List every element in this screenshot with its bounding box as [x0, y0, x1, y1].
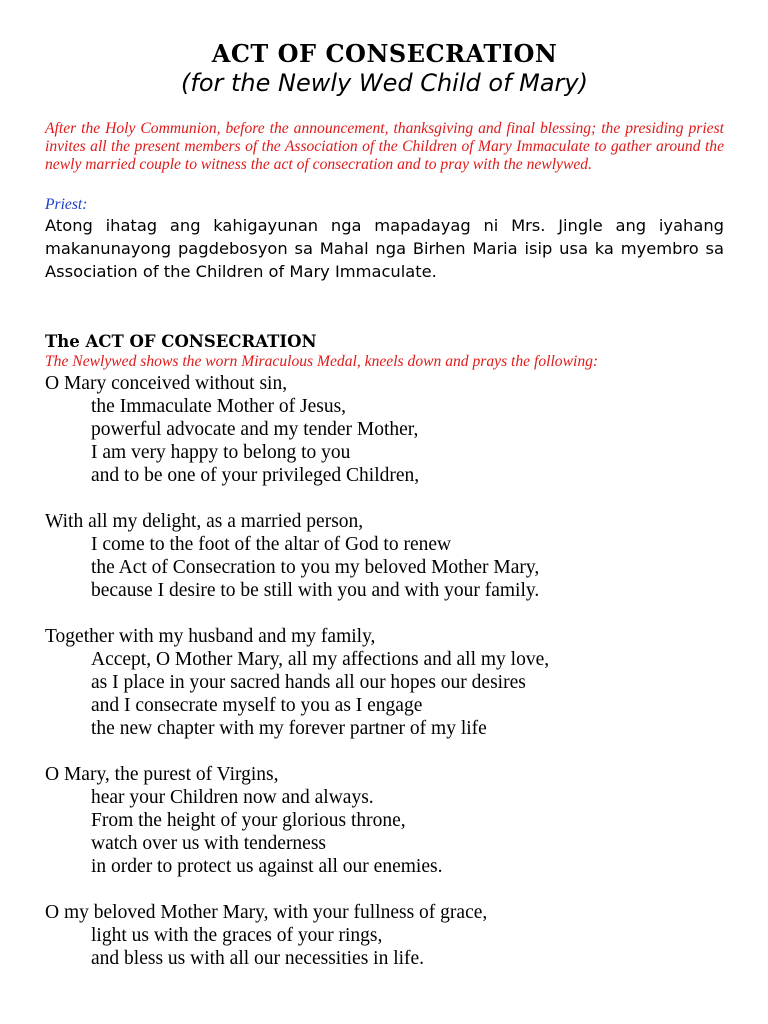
prayer-stanza — [45, 372, 724, 487]
prayer-stanza — [45, 510, 724, 602]
prayer-line: and bless us with all our necessities in life. — [91, 948, 425, 969]
prayer-line: in order to protect us against all our enemies. — [91, 856, 443, 877]
prayer-line: Accept, O Mother Mary, all my affections and all my love, — [91, 649, 550, 670]
prayer-line: From the height of your glorious throne, — [91, 810, 406, 831]
intro-instruction: After the Holy Communion, before the announcement, thanksgiving and final blessing; the presiding priest invites all the present members of the Association of the Children of Mary Immaculate to gather around the newly married couple to witness the act of consecration and to pray with the newlywed. — [45, 120, 724, 173]
prayer-line: O Mary, the purest of Virgins, — [45, 764, 279, 785]
prayer-line: the Immaculate Mother of Jesus, — [91, 396, 347, 417]
prayer-stanza — [45, 763, 724, 878]
prayer-line: and to be one of your privileged Children, — [91, 465, 420, 486]
prayer-line: the Act of Consecration to you my beloved Mother Mary, — [91, 557, 540, 578]
prayer-line: powerful advocate and my tender Mother, — [91, 419, 419, 440]
prayer-line: the new chapter with my forever partner of my life — [91, 718, 487, 739]
document-subtitle: (for the Newly Wed Child of Mary) — [181, 69, 588, 97]
priest-label: Priest: — [45, 196, 88, 213]
prayer-line: Together with my husband and my family, — [45, 626, 376, 647]
prayer-line: watch over us with tenderness — [91, 833, 327, 854]
prayer-line: O my beloved Mother Mary, with your fullness of grace, — [45, 902, 488, 923]
prayer-stanza — [45, 625, 724, 740]
document-title: ACT OF CONSECRATION — [211, 39, 558, 68]
prayer-line: I am very happy to belong to you — [91, 442, 351, 463]
act-section-title: The ACT OF CONSECRATION — [45, 332, 317, 351]
priest-text: Atong ihatag ang kahigayunan nga mapadayag ni Mrs. Jingle ang iyahang makanunayong pagdebosyon sa Mahal nga Birhen Maria isip usa ka myembro sa Association of the Children of Mary Immaculate. — [45, 216, 724, 281]
prayer-line: O Mary conceived without sin, — [45, 373, 288, 394]
prayer-line: I come to the foot of the altar of God to renew — [91, 534, 452, 555]
prayer-line: light us with the graces of your rings, — [91, 925, 383, 946]
prayer-line: because I desire to be still with you and with your family. — [91, 580, 540, 601]
act-instruction: The Newlywed shows the worn Miraculous Medal, kneels down and prays the following: — [45, 353, 599, 370]
prayer-line: and I consecrate myself to you as I engage — [91, 695, 423, 716]
prayer-line: With all my delight, as a married person, — [45, 511, 364, 532]
prayer-line: hear your Children now and always. — [91, 787, 374, 808]
prayer-stanzas — [45, 372, 724, 970]
prayer-line: as I place in your sacred hands all our hopes our desires — [91, 672, 526, 693]
prayer-stanza — [45, 901, 724, 970]
